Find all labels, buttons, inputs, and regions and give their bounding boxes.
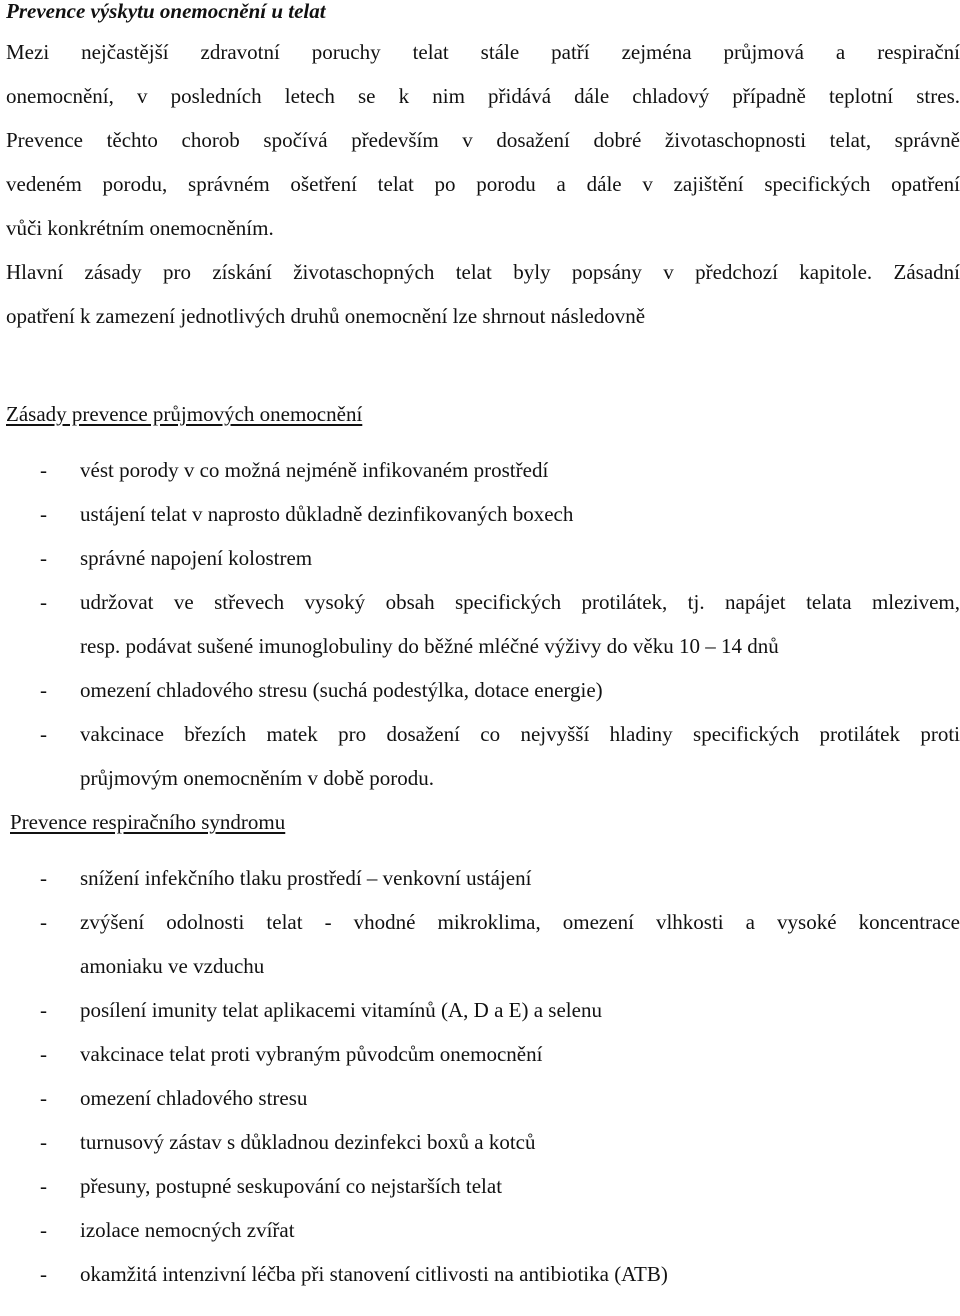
intro-paragraph (6, 30, 960, 250)
list-item (6, 580, 960, 668)
list-item-text: přesuny, postupné seskupování co nejstarších telat (80, 1174, 503, 1198)
intro-line: Mezi nejčastější zdravotní poruchy telat stále patří zejména průjmová a respirační (6, 40, 960, 64)
list-dash: - (40, 1218, 47, 1242)
list-item-text: ustájení telat v naprosto důkladně dezinfikovaných boxech (80, 502, 574, 526)
second-para-line: opatření k zamezení jednotlivých druhů onemocnění lze shrnout následovně (6, 304, 646, 328)
section-respiratory (6, 800, 960, 844)
list-item-text: amoniaku ve vzduchu (80, 954, 265, 978)
document-title: Prevence výskytu onemocnění u telat (6, 0, 326, 23)
list-dash: - (40, 866, 47, 890)
list-item (6, 1076, 960, 1120)
list-item-text: udržovat ve střevech vysoký obsah specifických protilátek, tj. napájet telata mlezivem, (80, 590, 960, 614)
list-dash: - (40, 678, 47, 702)
list-item-text: zvýšení odolnosti telat - vhodné mikroklima, omezení vlhkosti a vysoké koncentrace (80, 910, 960, 934)
list-item (6, 1164, 960, 1208)
list-item-text: vakcinace březích matek pro dosažení co nejvyšší hladiny specifických protilátek proti (80, 722, 960, 746)
list-item (6, 712, 960, 800)
list-item-text: správné napojení kolostrem (80, 546, 313, 570)
second-para-line: Hlavní zásady pro získání životaschopných telat byly popsány v předchozí kapitole. Zásadní (6, 260, 960, 284)
list-item-text: resp. podávat sušené imunoglobuliny do běžné mléčné výživy do věku 10 – 14 dnů (80, 634, 779, 658)
intro-line: vůči konkrétním onemocněním. (6, 216, 274, 240)
list-dash: - (40, 502, 47, 526)
list-item-text: vakcinace telat proti vybraným původcům onemocnění (80, 1042, 543, 1066)
intro-line: Prevence těchto chorob spočívá především v dosažení dobré životaschopnosti telat, správně (6, 128, 960, 152)
intro-line: onemocnění, v posledních letech se k nim přidává dále chladový případně teplotní stres. (6, 84, 960, 108)
list-item (6, 1252, 960, 1296)
intro-line: vedeném porodu, správném ošetření telat po porodu a dále v zajištění specifických opatření (6, 172, 960, 196)
list-dash: - (40, 722, 47, 746)
list-dash: - (40, 910, 47, 934)
list-dash: - (40, 1042, 47, 1066)
list-dash: - (40, 1262, 47, 1286)
list-item-text: okamžitá intenzivní léčba při stanovení citlivosti na antibiotika (ATB) (80, 1262, 668, 1286)
section-diarrhea (6, 392, 960, 800)
list-item-text: průjmovým onemocněním v době porodu. (80, 766, 435, 790)
list-dash: - (40, 590, 47, 614)
list-item-text: snížení infekčního tlaku prostředí – venkovní ustájení (80, 866, 532, 890)
list-dash: - (40, 1174, 47, 1198)
document-page (6, 0, 960, 1296)
list-item (6, 668, 960, 712)
list-item-text: omezení chladového stresu (80, 1086, 308, 1110)
diarrhea-prevention-list (6, 448, 960, 800)
list-dash: - (40, 998, 47, 1022)
list-item (6, 448, 960, 492)
list-item (6, 1208, 960, 1252)
list-item-text: posílení imunity telat aplikacemi vitamínů (A, D a E) a selenu (80, 998, 602, 1022)
respiratory-prevention-list (6, 856, 960, 1296)
list-dash: - (40, 1130, 47, 1154)
list-item-text: izolace nemocných zvířat (80, 1218, 295, 1242)
list-item (6, 856, 960, 900)
list-item-text: turnusový zástav s důkladnou dezinfekci boxů a kotců (80, 1130, 536, 1154)
section-heading: Prevence respiračního syndromu (10, 810, 286, 834)
list-item (6, 1032, 960, 1076)
list-item (6, 492, 960, 536)
list-item-text: omezení chladového stresu (suchá podestýlka, dotace energie) (80, 678, 603, 702)
list-item (6, 1120, 960, 1164)
section-heading: Zásady prevence průjmových onemocnění (6, 402, 363, 426)
list-dash: - (40, 546, 47, 570)
list-item (6, 900, 960, 988)
list-item (6, 536, 960, 580)
list-item (6, 988, 960, 1032)
list-dash: - (40, 1086, 47, 1110)
list-dash: - (40, 458, 47, 482)
list-item-text: vést porody v co možná nejméně infikovaném prostředí (80, 458, 549, 482)
second-paragraph (6, 250, 960, 338)
